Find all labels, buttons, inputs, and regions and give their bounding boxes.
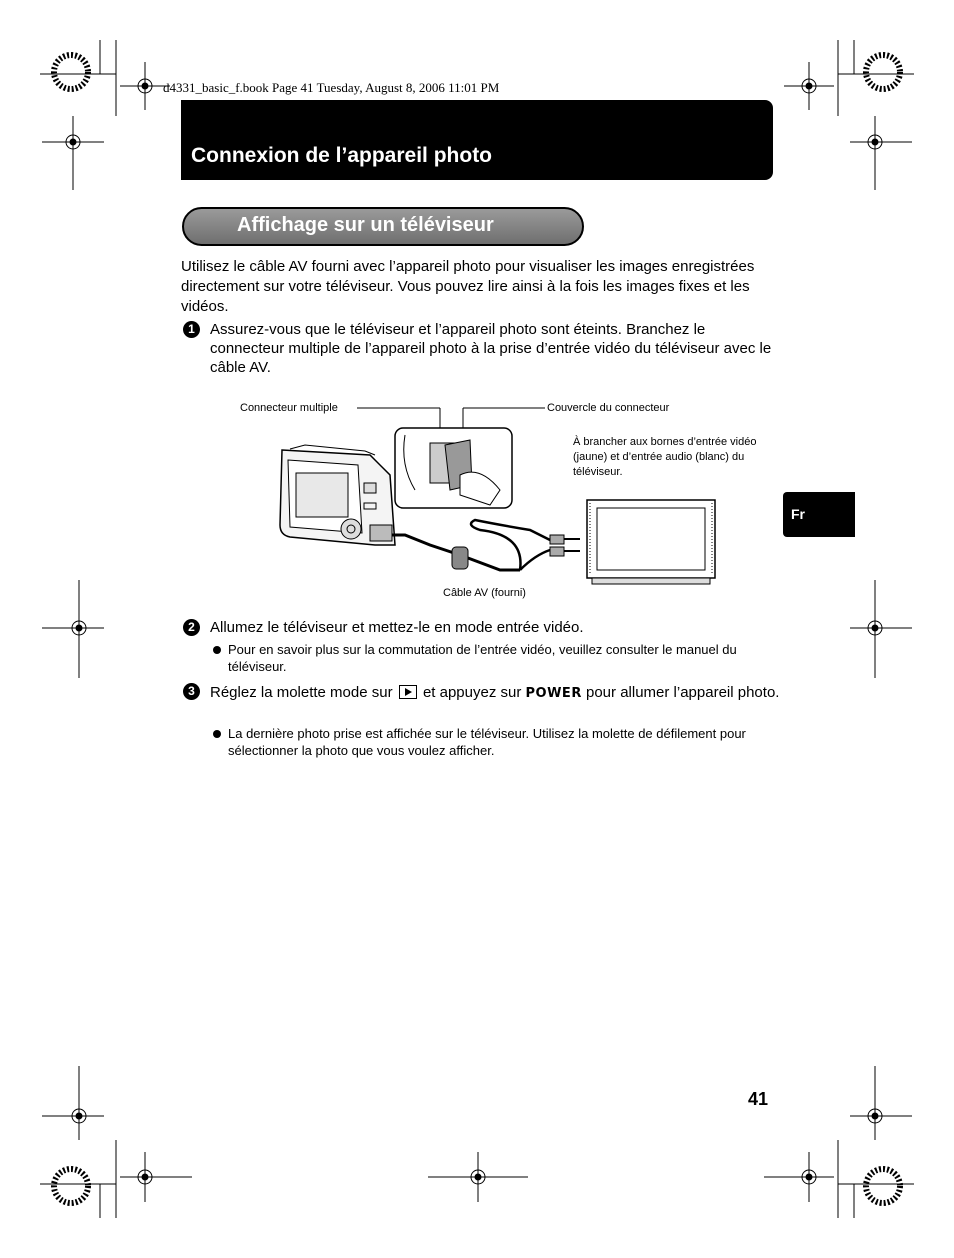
tv-illustration: [587, 500, 715, 584]
step-3-text-before: Réglez la molette mode sur: [210, 684, 393, 701]
figure-label-plug: À brancher aux bornes d’entrée vidéo (jaune) et d’entrée audio (blanc) du téléviseur.: [573, 436, 757, 478]
figure-label-connector: Connecteur multiple: [240, 402, 338, 414]
step-2-bullet: Pour en savoir plus sur la commutation de l’entrée vidéo, veuillez consulter le manuel du téléviseur.: [228, 642, 737, 674]
language-tab: [783, 492, 855, 537]
step-3-bullet-dot: [213, 730, 221, 738]
section-title: Affichage sur un téléviseur: [237, 214, 494, 236]
step-3-text-middle: et appuyez sur: [422, 684, 522, 701]
step-3-number: 3: [183, 683, 200, 700]
play-mode-icon: [399, 685, 417, 699]
step-3-text-after: pour allumer l’appareil photo.: [586, 684, 780, 701]
book-info-line: d4331_basic_f.book Page 41 Tuesday, August 8, 2006 11:01 PM: [163, 80, 500, 95]
figure-label-cover: Couvercle du connecteur: [547, 402, 670, 414]
page-number: 41: [748, 1089, 769, 1109]
chapter-title: Connexion de l’appareil photo: [191, 144, 493, 167]
step-3-bullet: La dernière photo prise est affichée sur le téléviseur. Utilisez la molette de défilement pour sélectionner la photo que vous voulez afficher.: [228, 726, 746, 758]
tv-connection-figure: [230, 395, 750, 605]
step-2-text: Allumez le téléviseur et mettez-le en mode entrée vidéo.: [210, 619, 584, 636]
chapter-header-bar: [181, 100, 773, 180]
step-1-text: Assurez-vous que le téléviseur et l’appareil photo sont éteints. Branchez le connecteur multiple de l’appareil photo à la prise d’entrée vidéo du téléviseur avec le câble AV.: [210, 321, 772, 376]
step-2-bullet-dot: [213, 646, 221, 654]
language-tab-label: Fr: [791, 506, 805, 522]
section-header-pill: [182, 207, 584, 246]
power-label: POWER: [525, 686, 582, 701]
step-2-number: 2: [183, 619, 200, 636]
intro-paragraph: Utilisez le câble AV fourni avec l’appareil photo pour visualiser les images enregistrées directement sur votre téléviseur. Vous pouvez lire ainsi à la fois les images fixes et les vidéos.: [181, 258, 755, 315]
figure-label-cable: Câble AV (fourni): [443, 587, 526, 599]
step-3-text: [210, 682, 780, 704]
step-1-number: 1: [183, 321, 200, 338]
